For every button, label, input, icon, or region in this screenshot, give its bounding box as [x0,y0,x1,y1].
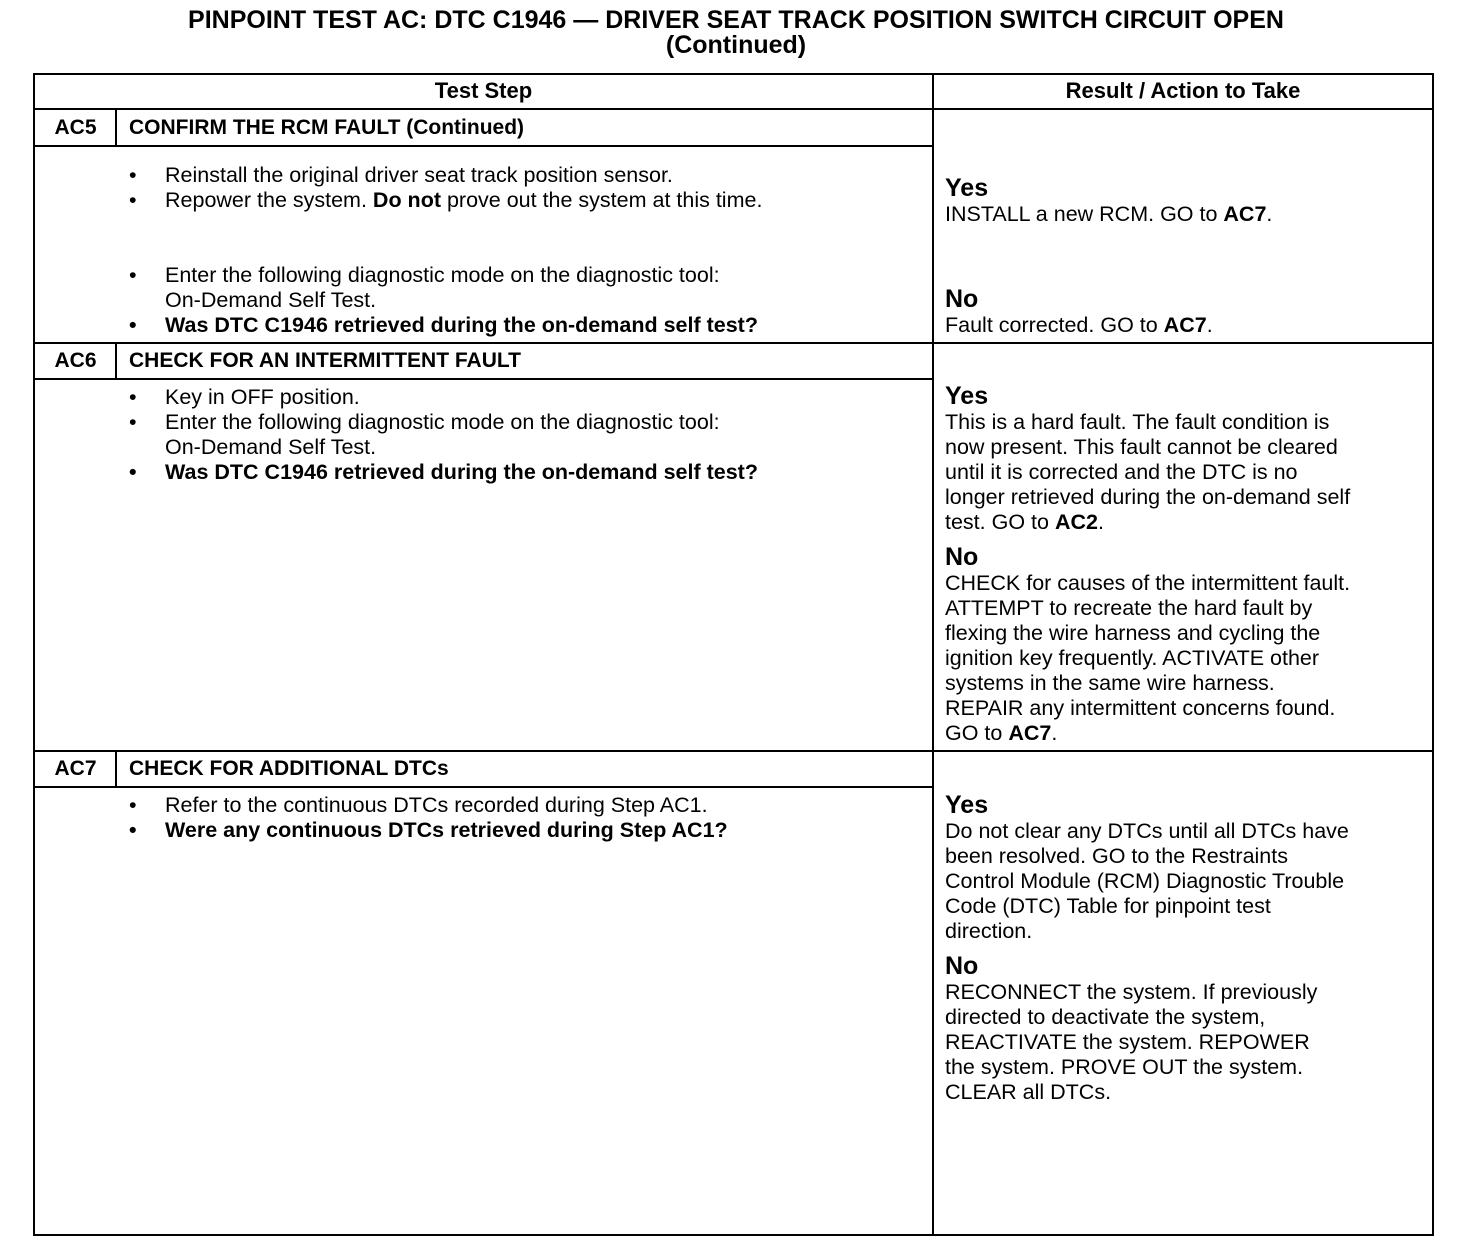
step-title-rule-ac5 [33,145,933,147]
no-label: No [945,952,979,980]
row-rule-ac6 [33,342,1434,344]
ac7-result-yes: Yes Do not clear any DTCs until all DTCs have been resolved. GO to the Restraints Control Module (RCM) Diagnostic Trouble Code (DTC) Table for pinpoint test direction. [945,791,1431,944]
bullet-icon: • [129,793,137,817]
bullet-icon: • [129,313,137,337]
list-item: • Were any continuous DTCs retrieved during Step AC1? [129,818,728,842]
step-title-rule-ac6 [33,378,933,380]
yes-label: Yes [945,791,989,819]
bullet-icon: • [129,818,137,842]
ac5-instructions-1 [129,163,762,213]
ac5-result-no: No Fault corrected. GO to AC7. [945,285,1431,338]
page-title [0,8,1472,58]
list-item: • Enter the following diagnostic mode on the diagnostic tool: On-Demand Self Test. [129,263,720,312]
column-divider [932,73,934,1236]
yes-label: Yes [945,174,989,202]
step-title-rule-ac7 [33,786,933,788]
list-item: • Repower the system. Do not prove out the system at this time. [129,188,763,212]
step-id-ac7: AC7 [54,757,97,780]
ac6-instructions [129,385,758,485]
ac7-instructions [129,793,728,843]
list-item: • Was DTC C1946 retrieved during the on-demand self test? [129,460,758,484]
step-title-ac6: CHECK FOR AN INTERMITTENT FAULT [129,349,521,372]
no-label: No [945,285,979,313]
list-item: • Reinstall the original driver seat track position sensor. [129,163,673,187]
bullet-icon: • [129,188,137,212]
step-id-ac5: AC5 [54,116,97,139]
ac6-result-no: No CHECK for causes of the intermittent fault. ATTEMPT to recreate the hard fault by flexing the wire harness and cycling the ignition key frequently. ACTIVATE other systems in the same wire harness. REPAIR any intermittent concerns found. GO to AC7. [945,543,1431,746]
bullet-icon: • [129,385,137,409]
yes-label: Yes [945,382,989,410]
step-title-ac7: CHECK FOR ADDITIONAL DTCs [129,757,449,780]
step-id-ac6: AC6 [54,349,97,372]
bullet-icon: • [129,263,137,287]
list-item: • Was DTC C1946 retrieved during the on-demand self test? [129,313,758,337]
bullet-icon: • [129,460,137,484]
list-item: • Refer to the continuous DTCs recorded during Step AC1. [129,793,708,817]
title-line-2: (Continued) [665,31,807,59]
ac6-result-yes: Yes This is a hard fault. The fault condition is now present. This fault cannot be cleared until it is corrected and the DTC is no longer retrieved during the on-demand self test. GO to AC2. [945,382,1431,535]
header-rule [33,108,1434,110]
row-rule-ac7 [33,750,1434,752]
list-item: • Key in OFF position. [129,385,360,409]
ac5-instructions-2 [129,263,758,338]
title-line-1: PINPOINT TEST AC: DTC C1946 — DRIVER SEAT TRACK POSITION SWITCH CIRCUIT OPEN [188,6,1284,34]
list-item: • Enter the following diagnostic mode on the diagnostic tool: On-Demand Self Test. [129,410,720,459]
bullet-icon: • [129,163,137,187]
ac5-result-yes: Yes INSTALL a new RCM. GO to AC7. [945,174,1431,227]
ac7-result-no: No RECONNECT the system. If previously directed to deactivate the system, REACTIVATE the system. REPOWER the system. PROVE OUT the system. CLEAR all DTCs. [945,952,1431,1105]
step-title-ac5: CONFIRM THE RCM FAULT (Continued) [129,116,525,139]
header-result: Result / Action to Take [1065,78,1301,103]
no-label: No [945,543,979,571]
bullet-icon: • [129,410,137,434]
header-test-step: Test Step [434,78,533,103]
